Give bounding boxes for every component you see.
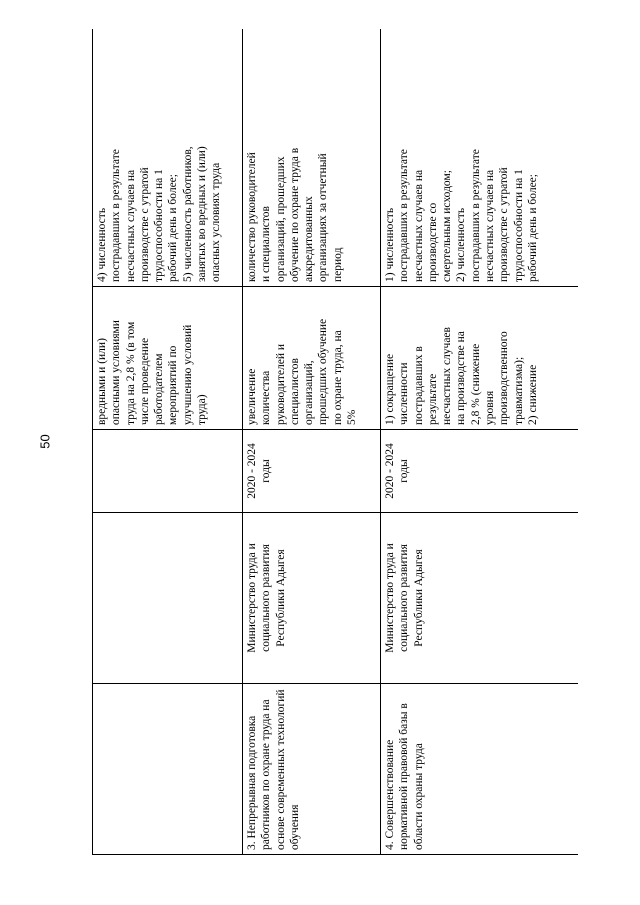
result-line: несчастных случаев (441, 327, 454, 425)
indicators-line: производстве со (426, 202, 439, 282)
result-line: руководителей и (274, 343, 287, 425)
indicators-line: пострадавших в результате (469, 149, 482, 282)
result-line: пострадавших в (412, 346, 425, 425)
result-line: численности (398, 362, 411, 425)
table-row (243, 29, 381, 855)
indicators-line: 2) численность (455, 207, 468, 282)
indicators-line: 5) численность работников, (181, 146, 194, 282)
indicators-line: 4) численность (96, 207, 108, 282)
result-line: труда на 2,8 % (в том (124, 321, 137, 425)
result-line: работодателем (153, 353, 166, 425)
table-row (93, 29, 243, 855)
result-line: 2,8 % (снижение (469, 343, 482, 425)
result-cell (243, 287, 381, 430)
indicators-cell (243, 29, 381, 287)
term-cell: 2020 - 2024 годы (243, 430, 381, 513)
result-line: специалистов (288, 358, 301, 425)
indicators-line: трудоспособности на 1 (153, 169, 166, 282)
indicators-line: обучение по охране труда в (288, 147, 301, 282)
result-line: вредными и (или) (96, 338, 108, 425)
result-line: труда) (196, 394, 209, 425)
indicators-line: занятых во вредных и (или) (196, 146, 209, 282)
indicators-line: количество руководителей (246, 152, 258, 282)
event-cell (93, 684, 243, 855)
indicators-line: рабочий день и более; (167, 174, 180, 282)
page-number: 50 (37, 434, 53, 449)
indicators-line: 1) численность (384, 207, 396, 282)
indicators-line: пострадавших в результате (398, 149, 411, 282)
indicators-line: несчастных случаев на (412, 169, 425, 282)
indicators-line: период (331, 247, 344, 282)
term-cell: 2020 - 2024 годы (381, 430, 579, 513)
result-line: на производстве на (455, 331, 468, 425)
result-line: мероприятий по (167, 345, 180, 425)
result-line: увеличение (246, 368, 258, 425)
result-line: производственного (498, 331, 511, 425)
executor-cell: Министерство труда и социального развития Республики Адыгея (381, 513, 579, 684)
executor-cell: Министерство труда и социального развития Республики Адыгея (243, 513, 381, 684)
measures-table (92, 29, 578, 855)
indicators-line: рабочий день и более; (526, 174, 539, 282)
event-cell: 4. Совершенствование нормативной правовой базы в области охраны труда (381, 684, 579, 855)
indicators-line: организаций, прошедших (274, 156, 287, 282)
indicators-cell (93, 29, 243, 287)
result-cell (93, 287, 243, 430)
result-line: опасными условиями (110, 320, 123, 425)
result-cell (381, 287, 579, 430)
result-line: прошедших обучение (317, 318, 330, 425)
indicators-line: пострадавших в результате (110, 149, 123, 282)
indicators-line: несчастных случаев на (484, 169, 497, 282)
indicators-line: аккредитованных (303, 196, 316, 282)
indicators-line: трудоспособности на 1 (512, 169, 525, 282)
indicators-cell (381, 29, 579, 287)
indicators-line: смертельным исходом; (441, 170, 454, 282)
indicators-line: несчастных случаев на (124, 169, 137, 282)
indicators-line: опасных условиях труда (210, 162, 223, 282)
event-cell: 3. Непрерывная подготовка работников по охране труда на основе современных технологий обучения (243, 684, 381, 855)
result-line: числе проведение (138, 337, 151, 425)
measures-table-wrapper (92, 29, 578, 855)
result-line: 1) сокращение (384, 353, 396, 425)
result-line: 5% (346, 409, 359, 425)
result-line: 2) снижение (526, 364, 539, 425)
result-line: количества (260, 370, 273, 425)
indicators-line: организациях за отчетный (317, 153, 330, 282)
indicators-line: и специалистов (260, 206, 273, 282)
result-line: организаций, (303, 360, 316, 425)
table-row (381, 29, 579, 855)
result-line: уровня (484, 390, 497, 425)
result-line: травматизма); (512, 356, 525, 425)
term-cell (93, 430, 243, 513)
result-line: результате (426, 373, 439, 425)
result-line: улучшению условий (181, 324, 194, 425)
result-line: по охране труда, на (331, 330, 344, 425)
executor-cell (93, 513, 243, 684)
indicators-line: производстве с утратой (498, 167, 511, 282)
indicators-line: производстве с утратой (138, 167, 151, 282)
